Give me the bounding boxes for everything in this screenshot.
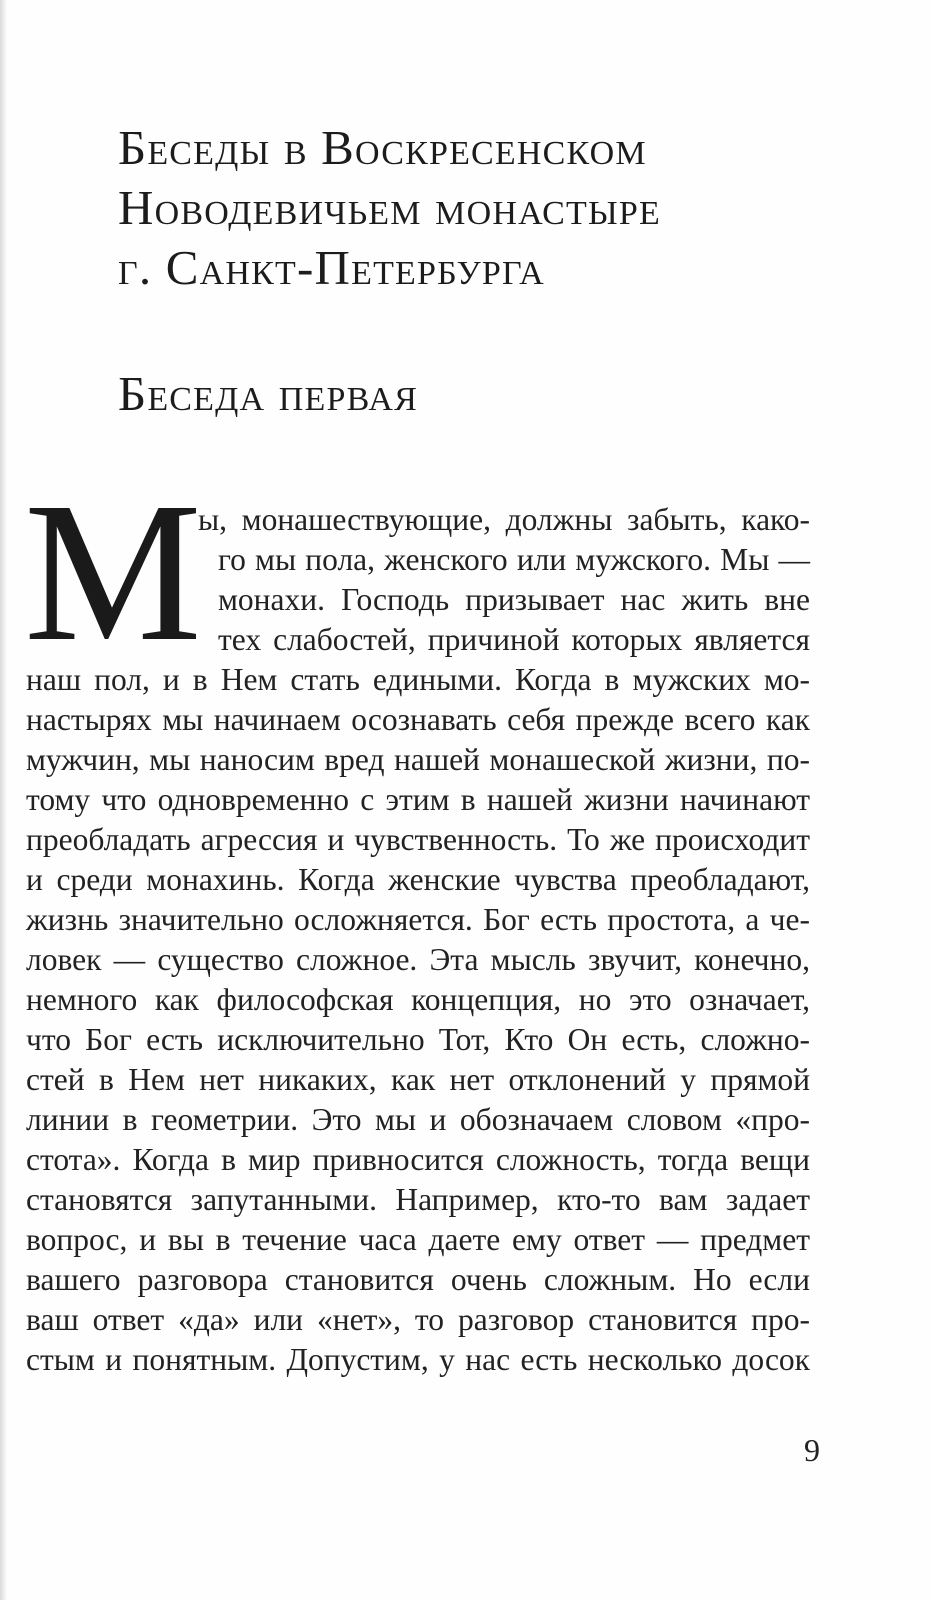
section-title: Беседа первая	[118, 366, 418, 421]
text-line: стым и понятным. Допустим, у нас есть несколько досок	[26, 1342, 810, 1377]
text-line: стей в Нем нет никаких, как нет отклонений у прямой	[26, 1062, 810, 1097]
text-line: немного как философская концепция, но это означает,	[26, 982, 810, 1017]
text-line: линии в геометрии. Это мы и обозначаем словом «про-	[26, 1102, 810, 1137]
text-line: преобладать агрессия и чувственность. То же происходит	[26, 822, 810, 857]
text-line: что Бог есть исключительно Тот, Кто Он есть, сложно-	[26, 1022, 810, 1057]
text-line: наш пол, и в Нем стать едиными. Когда в мужских мо-	[26, 662, 810, 697]
text-line: ваш ответ «да» или «нет», то разговор становится про-	[26, 1302, 810, 1337]
page-edge-shadow	[0, 0, 7, 1600]
chapter-title-line: Новодевичьем монастыре	[118, 180, 661, 235]
text-line: тому что одновременно с этим в нашей жизни начинают	[26, 782, 810, 817]
text-line: ы, монашествующие, должны забыть, како-	[198, 502, 810, 537]
text-line: го мы пола, женского или мужского. Мы —	[218, 542, 810, 577]
text-line: вопрос, и вы в течение часа даете ему ответ — предмет	[26, 1222, 810, 1257]
text-line: настырях мы начинаем осознавать себя прежде всего как	[26, 702, 810, 737]
text-line: становятся запутанными. Например, кто-то вам задает	[26, 1182, 810, 1217]
chapter-title-line: г. Санкт-Петербурга	[118, 240, 545, 295]
text-line: жизнь значительно осложняется. Бог есть простота, а че-	[26, 902, 810, 937]
chapter-title-line: Беседы в Воскресенском	[118, 120, 647, 175]
drop-cap: М	[24, 462, 202, 683]
text-line: стота». Когда в мир привносится сложность, тогда вещи	[26, 1142, 810, 1177]
text-line: и среди монахинь. Когда женские чувства преобладают,	[26, 862, 810, 897]
chapter-title	[118, 118, 878, 298]
page-number: 9	[804, 1432, 820, 1468]
text-line: вашего разговора становится очень сложным. Но если	[26, 1262, 810, 1297]
text-line: монахи. Господь призывает нас жить вне	[218, 582, 810, 617]
text-line: ловек — существо сложное. Эта мысль звучит, конечно,	[26, 942, 810, 977]
text-line: мужчин, мы наносим вред нашей монашеской жизни, по-	[26, 742, 810, 777]
text-line: тех слабостей, причиной которых является	[218, 622, 810, 657]
